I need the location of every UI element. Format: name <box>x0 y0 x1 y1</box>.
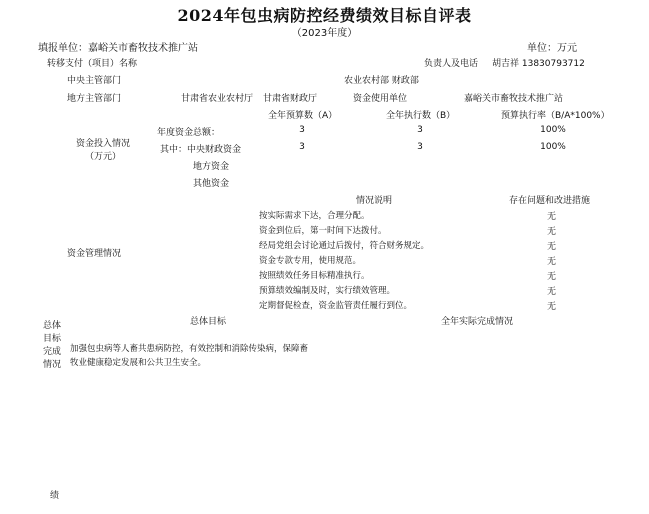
col-goal-header: 总体目标 <box>190 317 227 327</box>
local-dept-value-2: 甘肃省财政厅 <box>263 94 318 104</box>
reporting-unit: 填报单位：嘉峪关市畜牧技术推广站 <box>38 43 198 54</box>
fund-item-rate: 100% <box>540 142 566 152</box>
amount-unit: 单位：万元 <box>527 43 577 54</box>
funds-section-unit: （万元） <box>84 152 121 162</box>
management-section-label: 资金管理情况 <box>67 249 122 259</box>
contact-value: 胡吉祥 13830793712 <box>492 59 585 69</box>
fund-item-label: 其中：中央财政资金 <box>160 145 242 155</box>
management-desc: 按实际需求下达，合理分配。 <box>259 211 370 221</box>
fund-item-exec: 3 <box>417 125 423 135</box>
fund-item-budget: 3 <box>299 142 305 152</box>
project-name-label: 转移支付（项目）名称 <box>47 59 138 69</box>
management-issue: 无 <box>547 227 557 237</box>
col-desc-header: 情况说明 <box>356 196 393 206</box>
fund-item-label: 其他资金 <box>193 179 230 189</box>
management-issue: 无 <box>547 287 557 297</box>
management-issue: 无 <box>547 302 557 312</box>
fund-item-exec: 3 <box>417 142 423 152</box>
local-dept-value-1: 甘肃省农业农村厅 <box>181 94 254 104</box>
col-exec-header: 全年执行数（B） <box>386 111 456 121</box>
management-desc: 资金专款专用，使用规范。 <box>259 256 362 266</box>
management-desc: 资金到位后，第一时间下达拨付。 <box>259 226 387 236</box>
central-dept-value: 农业农村部 财政部 <box>344 76 419 86</box>
fund-item-budget: 3 <box>299 125 305 135</box>
management-desc: 定期督促检查，资金监管责任履行到位。 <box>259 301 413 311</box>
central-dept-label: 中央主管部门 <box>67 76 122 86</box>
page-title: 2024年包虫病防控经费绩效目标自评表 <box>177 6 472 25</box>
year-note: （2023年度） <box>291 28 358 39</box>
funds-section-label: 资金投入情况 <box>75 139 130 149</box>
fund-item-label: 年度资金总额： <box>157 128 221 138</box>
col-actual-header: 全年实际完成情况 <box>441 317 514 327</box>
management-issue: 无 <box>547 257 557 267</box>
col-budget-header: 全年预算数（A） <box>268 111 338 121</box>
management-desc: 按照绩效任务目标精准执行。 <box>259 271 370 281</box>
management-desc: 预算绩效编制及时，实行绩效管理。 <box>259 286 396 296</box>
local-dept-label: 地方主管部门 <box>67 94 122 104</box>
goals-label-line: 目标 <box>42 334 61 344</box>
management-issue: 无 <box>547 212 557 222</box>
goals-label-line: 完成 <box>42 347 61 357</box>
goal-text: 加强包虫病等人畜共患病防控，有效控制和消除传染病，保障畜 <box>70 344 309 354</box>
fund-item-label: 地方资金 <box>193 162 230 172</box>
management-desc: 经局党组会讨论通过后拨付，符合财务规定。 <box>259 241 430 251</box>
footer-char: 绩 <box>50 491 60 501</box>
col-rate-header: 预算执行率（B/A*100%） <box>501 111 610 121</box>
user-unit-value: 嘉峪关市畜牧技术推广站 <box>464 94 564 104</box>
goals-label-line: 情况 <box>42 360 61 370</box>
fund-item-rate: 100% <box>540 125 566 135</box>
goals-section-label <box>42 320 62 372</box>
col-issue-header: 存在问题和改进措施 <box>509 196 591 206</box>
goal-text: 牧业健康稳定发展和公共卫生安全。 <box>70 358 207 368</box>
management-issue: 无 <box>547 242 557 252</box>
goals-label-line: 总体 <box>42 321 61 331</box>
user-unit-label: 资金使用单位 <box>353 94 408 104</box>
contact-label: 负责人及电话 <box>424 59 479 69</box>
management-issue: 无 <box>547 272 557 282</box>
